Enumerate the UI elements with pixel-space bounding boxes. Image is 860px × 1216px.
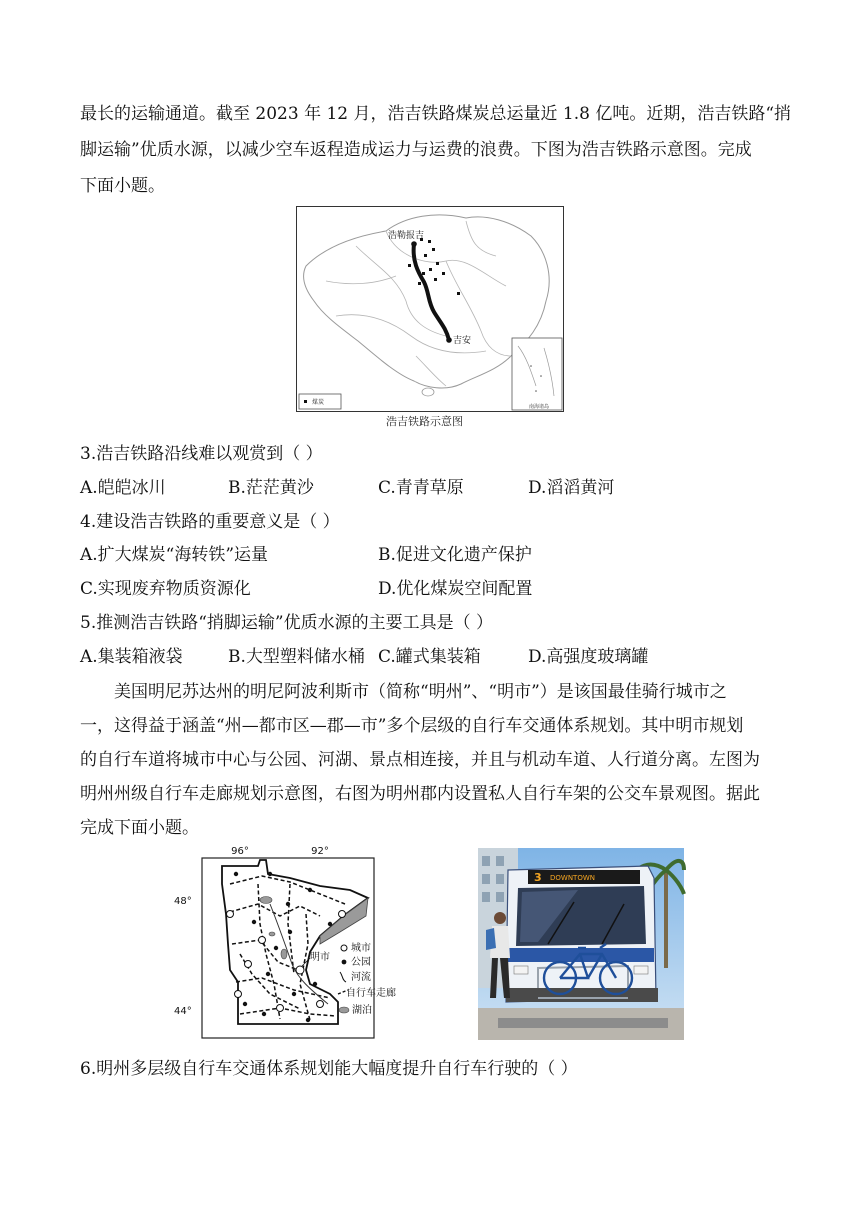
haoji-railway-map: [296, 206, 564, 412]
q5-option-c[interactable]: C.罐式集装箱: [378, 647, 481, 667]
legend-bike-corridor: 自行车走廊: [346, 988, 396, 999]
minnesota-bike-corridor-map: [170, 844, 396, 1040]
q5-stem: 5.推测浩吉铁路“捎脚运输”优质水源的主要工具是（ ）: [80, 613, 494, 633]
intro2-line-3: 的自行车道将城市中心与公园、河湖、景点相连接，并且与机动车道、人行道分离。左图为: [80, 750, 760, 770]
q3-option-a[interactable]: A.皑皑冰川: [80, 478, 166, 498]
map-label-haolebaoji: 浩勒报吉: [388, 231, 425, 241]
q4-option-b[interactable]: B.促进文化遗产保护: [378, 545, 532, 565]
legend-park: 公园: [351, 957, 371, 968]
q3-option-c[interactable]: C.青青草原: [378, 478, 464, 498]
intro1-line-3: 下面小题。: [80, 176, 165, 196]
city-label-minneapolis: 明市: [310, 952, 330, 963]
haoji-start-dot: [411, 241, 417, 247]
q4-option-d[interactable]: D.优化煤炭空间配置: [378, 579, 533, 599]
lat-label-44: 44°: [174, 1006, 192, 1017]
bus-bike-rack-photo: [478, 848, 684, 1040]
intro2-line-5: 完成下面小题。: [80, 818, 199, 838]
q4-option-c[interactable]: C.实现废弃物质资源化: [80, 579, 251, 599]
bus-photo-svg: [478, 848, 684, 1040]
q3-option-d[interactable]: D.滔滔黄河: [528, 478, 615, 498]
intro2-line-1: 美国明尼苏达州的明尼阿波利斯市（简称“明州”、“明市”）是该国最佳骑行城市之: [114, 682, 727, 702]
legend-coal-label: 煤炭: [312, 399, 325, 406]
figure1-caption: 浩吉铁路示意图: [386, 415, 463, 428]
q4-option-a[interactable]: A.扩大煤炭“海转铁”运量: [80, 545, 269, 565]
haoji-map-svg: [296, 206, 564, 412]
lat-label-48: 48°: [174, 896, 192, 907]
bus-destination-sign: DOWNTOWN: [550, 874, 596, 882]
q5-option-a[interactable]: A.集装箱液袋: [80, 647, 183, 667]
q4-stem: 4.建设浩吉铁路的重要意义是（ ）: [80, 512, 340, 532]
jian-end-dot: [446, 337, 452, 343]
minnesota-map-svg: [170, 844, 396, 1040]
map-label-jian: 吉安: [453, 336, 472, 346]
legend-lake: 湖泊: [352, 1005, 372, 1016]
lon-label-92: 92°: [311, 846, 329, 857]
bus-route-number: 3: [534, 871, 542, 884]
q6-stem: 6.明州多层级自行车交通体系规划能大幅度提升自行车行驶的（ ）: [80, 1059, 578, 1079]
legend-river: 河流: [351, 972, 371, 983]
q3-stem: 3.浩吉铁路沿线难以观赏到（ ）: [80, 444, 323, 464]
legend-city: 城市: [351, 943, 371, 954]
minneapolis-city-marker: [296, 966, 304, 974]
lon-label-96: 96°: [231, 846, 249, 857]
inset-note: 南海诸岛: [528, 404, 550, 410]
q5-option-b[interactable]: B.大型塑料储水桶: [228, 647, 365, 667]
q3-option-b[interactable]: B.茫茫黄沙: [228, 478, 314, 498]
intro1-line-1: 最长的运输通道。截至 2023 年 12 月，浩吉铁路煤炭总运量近 1.8 亿吨。近期，浩吉铁路“捎: [80, 104, 792, 124]
intro1-line-2: 脚运输”优质水源，以减少空车返程造成运力与运费的浪费。下图为浩吉铁路示意图。完成: [80, 140, 752, 160]
intro2-line-4: 明州州级自行车走廊规划示意图，右图为明州郡内设置私人自行车架的公交车景观图。据此: [80, 784, 760, 804]
intro2-line-2: 一，这得益于涵盖“州—都市区—郡—市”多个层级的自行车交通体系规划。其中明市规划: [80, 716, 744, 736]
q5-option-d[interactable]: D.高强度玻璃罐: [528, 647, 649, 667]
